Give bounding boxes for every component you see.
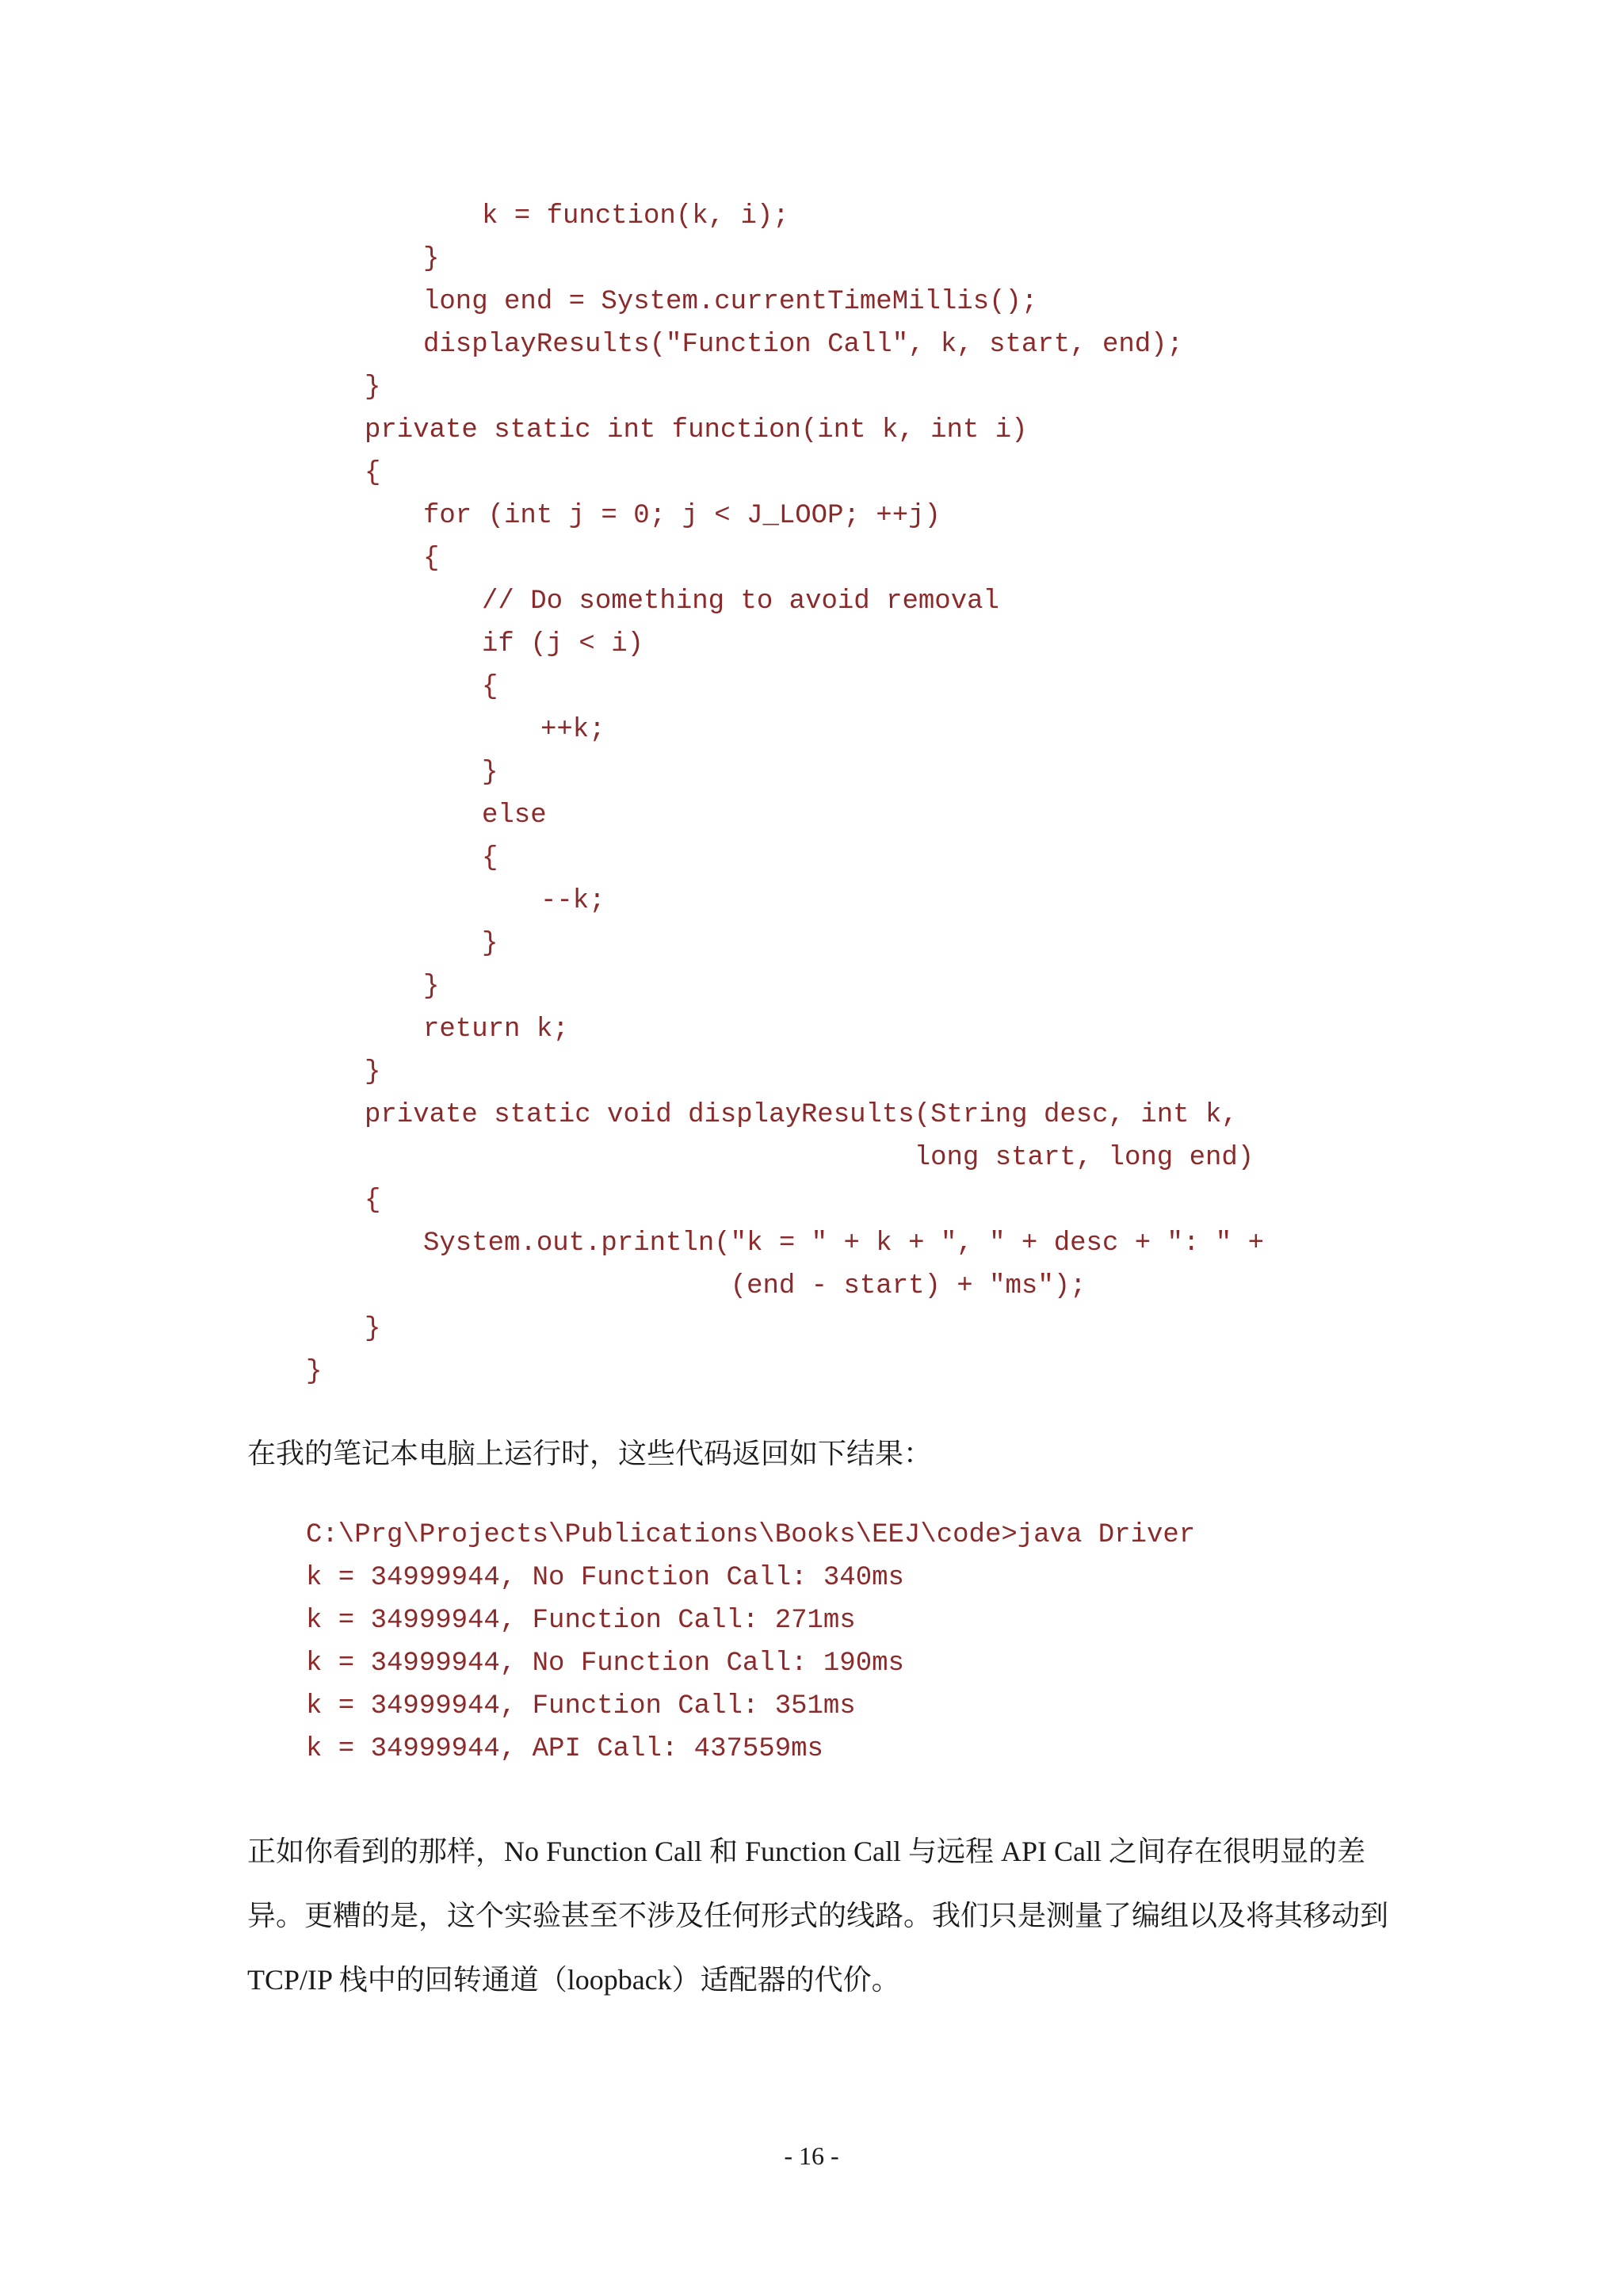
output-line: C:\Prg\Projects\Publications\Books\EEJ\code>java Driver — [306, 1520, 1196, 1550]
code-line: long start, long end) — [365, 1143, 1254, 1173]
code-line: ++k; — [540, 715, 605, 745]
code-line: if (j < i) — [482, 629, 644, 659]
code-line: { — [423, 544, 440, 574]
code-line: System.out.println("k = " + k + ", " + desc + ": " + — [423, 1228, 1264, 1259]
code-line: } — [365, 1057, 381, 1087]
code-line: // Do something to avoid removal — [482, 586, 999, 617]
console-output-listing — [0, 1514, 1195, 1771]
output-line: k = 34999944, No Function Call: 190ms — [306, 1648, 904, 1679]
intro-paragraph: 在我的笔记本电脑上运行时，这些代码返回如下结果： — [247, 1438, 933, 1469]
code-line: k = function(k, i); — [482, 201, 789, 231]
output-line: k = 34999944, Function Call: 351ms — [306, 1691, 856, 1721]
conclusion-paragraph: 正如你看到的那样，No Function Call 和 Function Call 与远程 API Call 之间存在很明显的差异。更糟的是，这个实验甚至不涉及任何形式的线路。我们只是测量了编组以及将其移动到 TCP/IP 栈中的回转通道（loopback）适配器的代价。 — [247, 1836, 1389, 1996]
code-line: private static void displayResults(String desc, int k, — [365, 1100, 1238, 1130]
code-line: else — [482, 800, 547, 831]
java-code-listing — [0, 195, 1264, 1393]
code-line: } — [423, 972, 440, 1002]
code-line: { — [365, 458, 381, 488]
code-line: } — [365, 1314, 381, 1344]
code-line: --k; — [540, 886, 605, 916]
code-line: { — [482, 672, 498, 702]
code-line: displayResults("Function Call", k, start, end); — [423, 330, 1183, 360]
code-line: { — [482, 843, 498, 873]
code-line: } — [482, 929, 498, 959]
code-line: long end = System.currentTimeMillis(); — [423, 287, 1038, 317]
code-line: } — [365, 372, 381, 403]
page-number: - 16 - — [784, 2141, 839, 2170]
code-line: return k; — [423, 1014, 569, 1045]
output-line: k = 34999944, API Call: 437559ms — [306, 1734, 823, 1764]
code-line: } — [482, 758, 498, 788]
output-line: k = 34999944, Function Call: 271ms — [306, 1606, 856, 1636]
code-line: { — [365, 1186, 381, 1216]
code-line: } — [423, 244, 440, 274]
code-line: } — [306, 1357, 323, 1387]
code-line: private static int function(int k, int i) — [365, 415, 1028, 445]
code-line: (end - start) + "ms"); — [423, 1271, 1086, 1301]
output-line: k = 34999944, No Function Call: 340ms — [306, 1563, 904, 1593]
code-line: for (int j = 0; j < J_LOOP; ++j) — [423, 501, 941, 531]
